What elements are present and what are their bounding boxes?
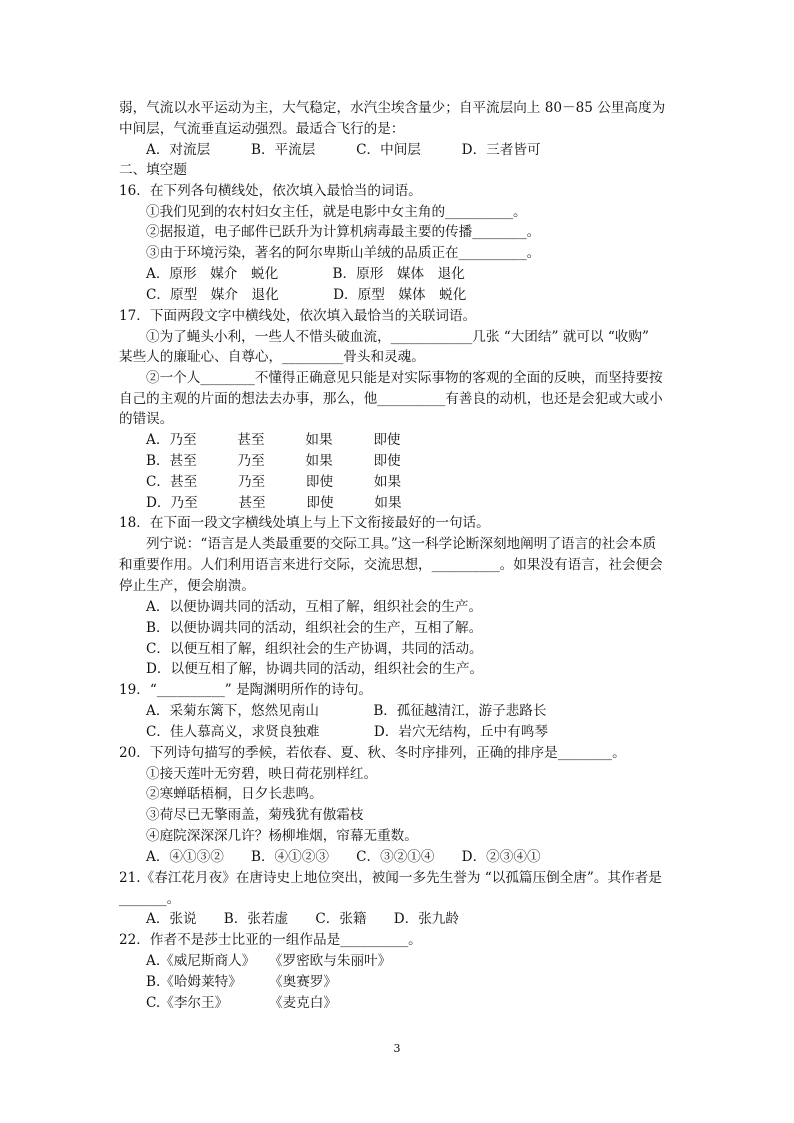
text-line: 的错误。 bbox=[119, 411, 174, 427]
option-line: C.《李尔王》 《麦克白》 bbox=[146, 995, 337, 1011]
question-17: 17．下面两段文字中横线处，依次填入最恰当的关联词语。 bbox=[119, 308, 477, 324]
option-line: B．甚至 乃至 如果 即使 bbox=[146, 453, 401, 469]
option-line: A．乃至 甚至 如果 即使 bbox=[146, 432, 401, 448]
text-line: 停止生产，便会崩溃。 bbox=[119, 578, 255, 594]
option-line: A.《威尼斯商人》 《罗密欧与朱丽叶》 bbox=[146, 953, 392, 969]
text-line: ①为了蝇头小利，一些人不惜头破血流，____________几张 “大团结” 就可以 “收购” bbox=[146, 329, 649, 345]
option-line: C．甚至 乃至 即使 如果 bbox=[146, 474, 402, 490]
option-line: C．以便互相了解，组织社会的生产协调，共同的活动。 bbox=[146, 641, 483, 657]
option-line: A．张说 B．张若虚 C．张籍 D．张九龄 bbox=[146, 911, 459, 927]
text-line: ③由于环境污染，著名的阿尔卑斯山羊绒的品质正在__________。 bbox=[146, 245, 541, 261]
question-21: 21.《春江花月夜》在唐诗史上地位突出，被闻一多先生誉为 “以孤篇压倒全唐”。其作者是 bbox=[119, 870, 662, 886]
text-line: _______。 bbox=[119, 891, 181, 907]
option-line: A．原形 媒介 蜕化 B．原形 媒体 退化 bbox=[146, 266, 465, 282]
text-line: ①接天莲叶无穷碧，映日荷花别样红。 bbox=[146, 766, 378, 782]
option-line: C．原型 媒介 退化 D．原型 媒体 蜕化 bbox=[146, 287, 467, 303]
option-line: A．采菊东篱下，悠然见南山 B．孤征越清江，游子悲路长 bbox=[146, 703, 547, 719]
option-line: A．以便协调共同的活动，互相了解，组织社会的生产。 bbox=[146, 599, 483, 615]
text-line: 中间层，气流垂直运动强烈。最适合飞行的是： bbox=[119, 121, 405, 137]
question-18: 18．在下面一段文字横线处填上与上下文衔接最好的一句话。 bbox=[119, 515, 490, 531]
option-line: A．④①③② B．④①②③ C．③②①④ D．②③④① bbox=[146, 849, 541, 865]
option-line: B.《哈姆莱特》 《奥赛罗》 bbox=[146, 974, 338, 990]
text-line: ②寒蝉聒梧桐，日夕长悲鸣。 bbox=[146, 786, 323, 802]
section-heading: 二、填空题 bbox=[119, 162, 187, 178]
option-line: B．以便协调共同的活动，组织社会的生产，互相了解。 bbox=[146, 620, 483, 636]
question-16: 16．在下列各句横线处，依次填入最恰当的词语。 bbox=[119, 183, 422, 199]
text-line: 自己的主观的片面的想法去办事，那么，他__________有善良的动机，也还是会犯或大或小 bbox=[119, 391, 663, 407]
question-22: 22．作者不是莎士比亚的一组作品是__________。 bbox=[119, 932, 422, 948]
text-line: ①我们见到的农村妇女主任，就是电影中女主角的__________。 bbox=[146, 204, 527, 220]
text-line: ③荷尽已无擎雨盖，菊残犹有傲霜枝 bbox=[146, 807, 364, 823]
text-line: 某些人的廉耻心、自尊心，_________骨头和灵魂。 bbox=[119, 349, 425, 365]
option-line: C．佳人慕高义，求贤良独难 D．岩穴无结构，丘中有鸣琴 bbox=[146, 724, 548, 740]
page-number: 3 bbox=[393, 1042, 401, 1055]
text-line: 弱，气流以水平运动为主，大气稳定，水汽尘埃含量少；自平流层向上 80－85 公里高度为 bbox=[119, 100, 666, 116]
option-line: D．乃至 甚至 即使 如果 bbox=[146, 495, 402, 511]
text-line: 列宁说：“语言是人类最重要的交际工具。”这一科学论断深刻地阐明了语言的社会本质 bbox=[146, 536, 657, 552]
option-line: D．以便互相了解，协调共同的活动，组织社会的生产。 bbox=[146, 661, 484, 677]
text-line: ②一个人________不懂得正确意见只能是对实际事物的客观的全面的反映，而坚持要按 bbox=[146, 370, 663, 386]
text-line: ②据报道，电子邮件已跃升为计算机病毒最主要的传播________。 bbox=[146, 224, 541, 240]
question-20: 20．下列诗句描写的季候，若依春、夏、秋、冬时序排列，正确的排序是________。 bbox=[119, 745, 626, 761]
text-line: 和重要作用。人们利用语言来进行交际，交流思想，__________。如果没有语言，社会便会 bbox=[119, 557, 663, 573]
option-line: A．对流层 B．平流层 C．中间层 D．三者皆可 bbox=[146, 142, 541, 158]
question-19: 19．“__________” 是陶渊明所作的诗句。 bbox=[119, 682, 373, 698]
text-line: ④庭院深深深几许？杨柳堆烟，帘幕无重数。 bbox=[146, 828, 418, 844]
